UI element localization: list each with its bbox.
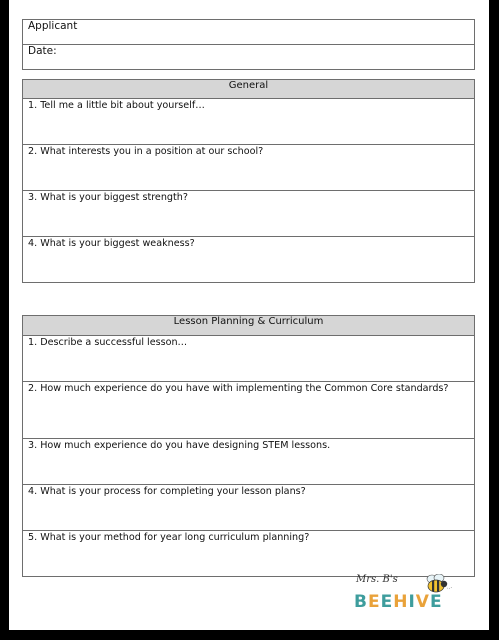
question-text: 3. What is your biggest strength? [23,191,475,237]
lesson-heading-row [23,316,475,336]
beehive-logo [352,572,470,624]
question-text: 1. Describe a successful lesson… [23,336,475,382]
question-row [23,237,475,283]
logo-letter: E [367,592,381,612]
applicant-row [23,20,475,45]
question-text: 2. What interests you in a position at our school? [23,145,475,191]
logo-letter: B [354,592,368,612]
question-text: 3. How much experience do you have designing STEM lessons. [23,439,475,485]
lesson-planning-heading: Lesson Planning & Curriculum [23,316,475,336]
question-text: 5. What is your method for year long curriculum planning? [23,531,475,577]
general-heading-row [23,80,475,99]
logo-script-text: Mrs. B's [356,574,398,585]
general-section-table [22,79,475,283]
question-row [23,485,475,531]
date-label: Date: [23,45,475,70]
logo-letter: V [415,592,430,612]
bee-icon [422,574,454,594]
question-row [23,99,475,145]
applicant-table [22,19,475,70]
question-row [23,191,475,237]
question-row [23,439,475,485]
question-text: 2. How much experience do you have with implementing the Common Core standards? [23,382,475,439]
question-row [23,336,475,382]
question-text: 4. What is your biggest weakness? [23,237,475,283]
logo-letter: I [408,592,416,612]
logo-letter: E [429,592,443,612]
lesson-planning-section-table [22,315,475,577]
logo-wordmark [354,592,443,612]
date-row [23,45,475,70]
question-row [23,531,475,577]
question-row [23,382,475,439]
applicant-label: Applicant [23,20,475,45]
interview-form-page [9,0,489,630]
question-text: 1. Tell me a little bit about yourself… [23,99,475,145]
logo-letter: E [380,592,394,612]
logo-letter: H [393,592,409,612]
question-text: 4. What is your process for completing your lesson plans? [23,485,475,531]
general-heading: General [23,80,475,99]
question-row [23,145,475,191]
